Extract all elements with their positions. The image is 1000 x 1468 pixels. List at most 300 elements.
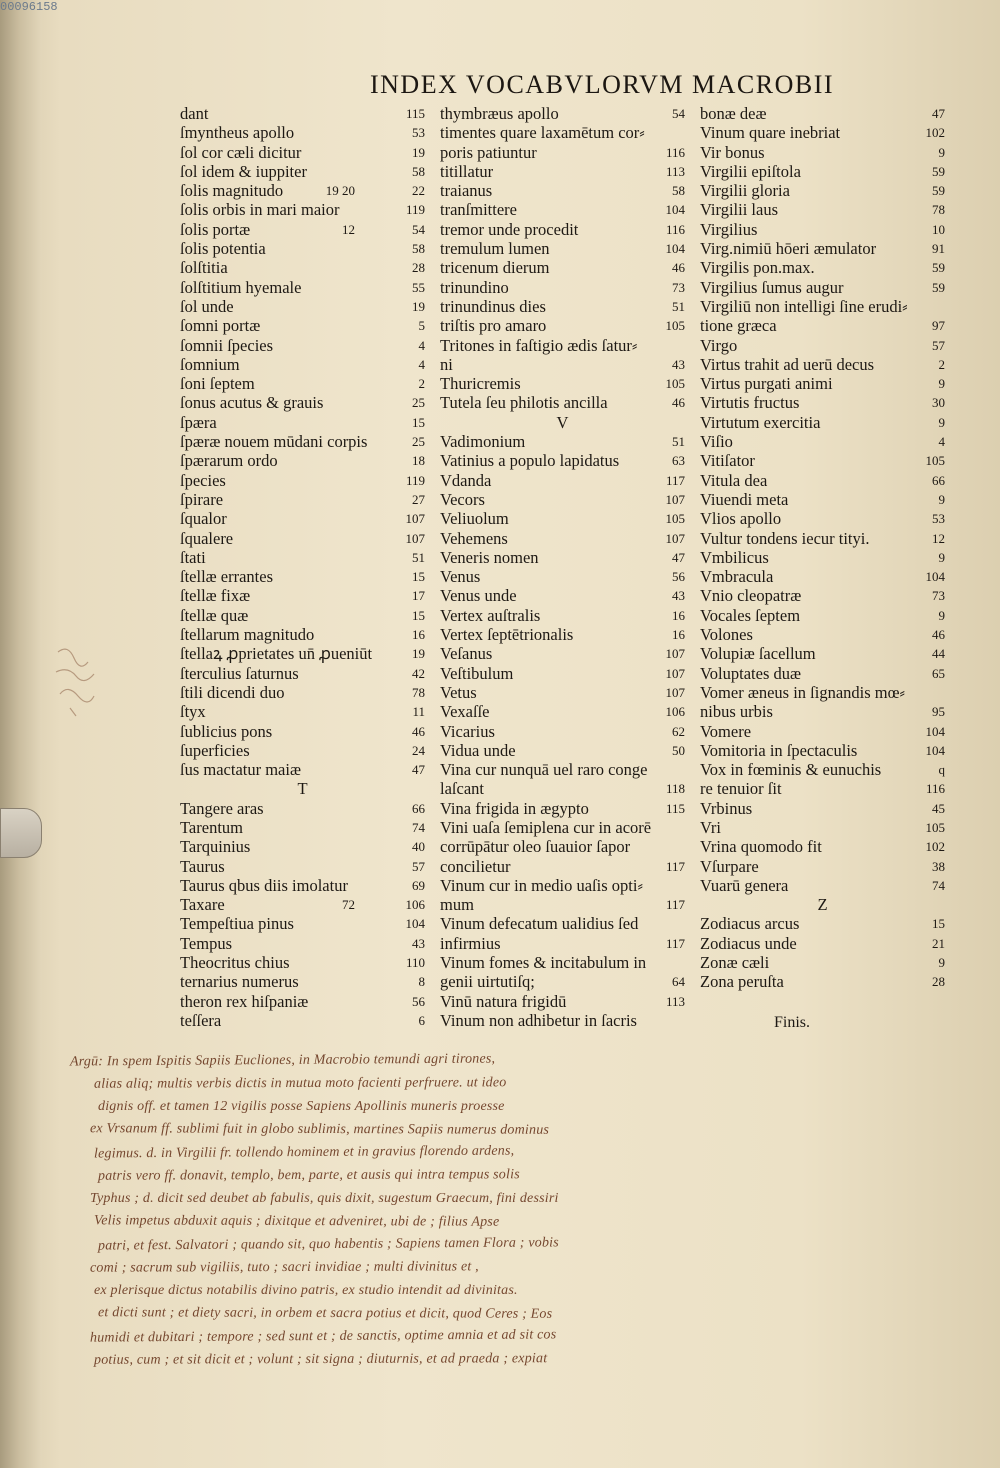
entry-page-number: 15 (932, 916, 945, 932)
entry-term: ſolis potentia (180, 239, 266, 259)
entry-page-number: 105 (665, 376, 685, 392)
index-entry (700, 760, 945, 779)
entry-term: Zona peruſta (700, 972, 784, 992)
handwritten-text: Typhus ; d. dicit sed deubet ab fabulis, quis dixit, sugestum Graecum, fini dessiri (90, 1191, 559, 1206)
index-entry (700, 451, 945, 470)
entry-term: ſqualor (180, 509, 227, 529)
index-entry (440, 779, 685, 798)
entry-page-number: 97 (932, 318, 945, 334)
index-entry (700, 644, 945, 663)
index-entry (700, 143, 945, 162)
entry-page-number: 43 (672, 356, 685, 372)
entry-page-number: 107 (405, 530, 425, 546)
index-entry (180, 606, 425, 625)
index-entry (440, 509, 685, 528)
index-entry (700, 586, 945, 605)
entry-term: Venus (440, 567, 481, 587)
handwritten-text: legimus. d. in Virgilii fr. tollendo hominem et in gravius florendo ardens, (93, 1143, 515, 1162)
entry-term: infirmius (440, 933, 501, 953)
entry-term: nibus urbis (700, 702, 773, 722)
entry-term: ſtyx (180, 702, 206, 722)
index-entry (440, 741, 685, 760)
binding-gutter (0, 0, 42, 1468)
entry-page-number: 54 (412, 221, 425, 237)
entry-term: Virgilii laus (700, 200, 778, 220)
entry-term: Vecors (440, 489, 485, 509)
entry-term: Vmbracula (700, 567, 774, 587)
entry-page-number: 17 (412, 588, 425, 604)
index-entry (440, 258, 685, 277)
entry-page-number: 21 (932, 935, 945, 951)
entry-term: tricenum dierum (440, 258, 550, 278)
index-entry (180, 702, 425, 721)
entry-term: trinundinus dies (440, 296, 546, 316)
entry-page-number: 78 (932, 202, 945, 218)
handwritten-text: ex Vrsanum ff. sublimi fuit in globo sublimis, martines Sapiis numerus dominus (89, 1121, 550, 1138)
entry-term: Vitiſator (700, 451, 755, 471)
entry-term: Voluptates duæ (700, 663, 801, 683)
index-entry (440, 123, 685, 142)
entry-term: ſolſtitium hyemale (180, 277, 302, 297)
entry-term: Taurus (180, 856, 225, 876)
entry-page-number: 104 (665, 202, 685, 218)
entry-page-number: 43 (412, 935, 425, 951)
entry-page-number-secondary: 72 (342, 897, 355, 913)
index-entry (180, 490, 425, 509)
handwritten-line (70, 1349, 970, 1372)
handwritten-line (70, 1073, 970, 1096)
index-entry (700, 837, 945, 856)
handwritten-text: humidi et dubitari ; tempore ; sed sunt et ; de sanctis, optime amnia et ad sit cos (89, 1327, 557, 1346)
index-entry (440, 606, 685, 625)
entry-term: Zonæ cæli (700, 953, 770, 973)
entry-term: Vinū natura frigidū (440, 991, 567, 1011)
entry-term: concilietur (440, 856, 511, 876)
entry-term: Virgilii gloria (700, 181, 790, 201)
entry-term: ſomni portæ (180, 316, 261, 336)
entry-page-number: 46 (412, 723, 425, 739)
entry-term: genii uirtutiſq; (440, 972, 535, 992)
entry-page-number: 115 (665, 800, 685, 816)
index-entry (440, 200, 685, 219)
entry-page-number: 57 (932, 337, 945, 353)
entry-term: ſublicius pons (180, 721, 273, 741)
entry-page-number: 4 (418, 337, 425, 353)
index-section-letter (440, 413, 685, 432)
entry-page-number: 73 (672, 279, 685, 295)
index-entry (700, 162, 945, 181)
index-entry (440, 432, 685, 451)
entry-term: Taxare (180, 895, 225, 915)
index-entry (180, 123, 425, 142)
entry-page-number-secondary: 19 20 (325, 183, 355, 199)
index-entry (700, 200, 945, 219)
handwritten-text: Velis impetus abduxit aquis ; dixitque et adveniret, ubi de ; filius Apse (93, 1213, 500, 1230)
index-entry (180, 760, 425, 779)
entry-term: Vlios apollo (700, 509, 782, 529)
entry-term: bonæ deæ (700, 104, 767, 123)
handwritten-notes (70, 1050, 970, 1372)
entry-term: laſcant (440, 779, 484, 799)
index-entry (700, 741, 945, 760)
entry-term: ſol idem & iuppiter (180, 161, 307, 181)
entry-page-number: 57 (412, 858, 425, 874)
index-entry (440, 374, 685, 393)
entry-term: Virgilii epiſtola (700, 161, 801, 181)
entry-page-number: 30 (932, 395, 945, 411)
entry-term: Vultur tondens iecur tityi. (700, 528, 870, 548)
handwritten-text: ex plerisque dictus notabilis divino patris, ex studio intendit ad divinitas. (94, 1283, 518, 1298)
entry-page-number: 119 (405, 472, 425, 488)
entry-term: Vri (700, 817, 722, 837)
entry-term: Vicarius (440, 721, 495, 741)
entry-term: Vnio cleopatræ (700, 586, 802, 606)
index-entry (180, 876, 425, 895)
entry-page-number: 107 (665, 665, 685, 681)
entry-term: corrūpātur oleo ſuauior ſapor (440, 837, 631, 857)
entry-page-number: 24 (412, 742, 425, 758)
entry-term: ſtellæ quæ (180, 605, 249, 625)
entry-term: T (297, 779, 308, 799)
index-entry (440, 490, 685, 509)
entry-page-number: 51 (672, 298, 685, 314)
index-column-2 (440, 104, 685, 1030)
entry-term: ſol cor cæli dicitur (180, 142, 302, 162)
entry-term: Virtutum exercitia (700, 412, 821, 432)
entry-term: Virgilis pon.max. (700, 258, 815, 278)
entry-page-number: 104 (925, 742, 945, 758)
entry-term: Virgiliū non intelligi ſine erudi⸗ (700, 296, 908, 316)
index-entry (440, 876, 685, 895)
index-entry (180, 336, 425, 355)
index-entry (440, 1011, 685, 1030)
entry-term: theron rex hiſpaniæ (180, 991, 309, 1011)
index-entry (440, 471, 685, 490)
entry-term: ſuperficies (180, 740, 250, 760)
index-entry (440, 586, 685, 605)
entry-page-number: 53 (932, 511, 945, 527)
entry-term: ternarius numerus (180, 972, 299, 992)
handwritten-text: comi ; sacrum sub vigiliis, tuto ; sacri invidiae ; multi divinitus et , (89, 1259, 479, 1276)
entry-term: Z (817, 895, 828, 915)
index-entry (180, 471, 425, 490)
index-entry (440, 953, 685, 972)
entry-term: Vomere (700, 721, 752, 741)
index-entry (700, 413, 945, 432)
entry-page-number: 107 (405, 511, 425, 527)
entry-term: Tarquinius (180, 837, 251, 857)
index-entry (440, 837, 685, 856)
entry-page-number: 27 (412, 491, 425, 507)
entry-page-number: 19 (412, 298, 425, 314)
index-entry (180, 258, 425, 277)
entry-page-number: 106 (405, 897, 425, 913)
index-entry (180, 664, 425, 683)
entry-term: poris patiuntur (440, 142, 537, 162)
entry-page-number: 4 (938, 434, 945, 450)
index-entry (700, 471, 945, 490)
entry-page-number: 9 (938, 491, 945, 507)
entry-term: Veneris nomen (440, 547, 539, 567)
index-entry (700, 857, 945, 876)
index-entry (700, 509, 945, 528)
index-entry (180, 220, 425, 239)
index-entry (700, 393, 945, 412)
entry-page-number: 45 (932, 800, 945, 816)
index-entry (180, 895, 425, 914)
entry-term: ſtellæ fixæ (180, 586, 251, 606)
handwritten-line (70, 1211, 970, 1234)
index-entry (180, 181, 425, 200)
entry-page-number: 9 (938, 607, 945, 623)
index-entry (180, 567, 425, 586)
entry-page-number: 25 (412, 395, 425, 411)
index-entry (440, 316, 685, 335)
entry-term: re tenuior ſit (700, 779, 782, 799)
entry-term: ſtati (180, 547, 206, 567)
index-entry (700, 529, 945, 548)
handwritten-line (70, 1165, 970, 1188)
entry-term: Tangere aras (180, 798, 264, 818)
index-entry (180, 722, 425, 741)
entry-page-number: 105 (925, 453, 945, 469)
index-entry (180, 799, 425, 818)
entry-page-number: 113 (665, 163, 685, 179)
entry-page-number: 28 (412, 260, 425, 276)
index-column-3 (700, 104, 945, 992)
entry-term: Vina frigida in ægypto (440, 798, 589, 818)
entry-term: Vox in fœminis & eunuchis (700, 760, 882, 780)
finis-label: Finis. (774, 1014, 811, 1031)
scan-id-label: 00096158 (0, 0, 58, 14)
index-entry (700, 548, 945, 567)
index-entry (700, 355, 945, 374)
index-entry (700, 567, 945, 586)
entry-page-number: 64 (672, 974, 685, 990)
entry-term: Tritones in faſtigio ædis ſatur⸗ (440, 335, 638, 355)
entry-page-number: 16 (412, 627, 425, 643)
index-entry (700, 278, 945, 297)
entry-page-number: 102 (925, 125, 945, 141)
index-entry (180, 200, 425, 219)
entry-page-number: 16 (672, 607, 685, 623)
index-entry (440, 799, 685, 818)
binder-clip (0, 808, 42, 858)
index-entry (180, 143, 425, 162)
index-entry (700, 316, 945, 335)
entry-term: Vuarū genera (700, 875, 789, 895)
entry-term: tranſmittere (440, 200, 517, 220)
handwritten-line (70, 1326, 970, 1349)
entry-page-number: 73 (932, 588, 945, 604)
entry-term: V (556, 412, 569, 432)
entry-page-number: 91 (932, 241, 945, 257)
entry-term: dant (180, 104, 209, 123)
entry-page-number: 74 (932, 877, 945, 893)
entry-term: ſomnium (180, 354, 240, 374)
index-entry (180, 625, 425, 644)
entry-term: ſtellaꝝ ꝓprietates un̄ ꝓueniūt (180, 644, 373, 664)
entry-term: ſus mactatur maiæ (180, 760, 301, 780)
entry-page-number: 15 (412, 607, 425, 623)
index-entry (440, 972, 685, 991)
entry-term: Vinum fomes & incitabulum in (440, 953, 647, 973)
entry-term: ſolſtitia (180, 258, 228, 278)
index-entry (180, 451, 425, 470)
entry-page-number: 5 (418, 318, 425, 334)
index-entry (700, 779, 945, 798)
entry-page-number: 12 (932, 530, 945, 546)
index-entry (440, 336, 685, 355)
index-entry (440, 393, 685, 412)
entry-page-number: 95 (932, 704, 945, 720)
entry-term: Virgilius (700, 219, 758, 239)
entry-term: Zodiacus unde (700, 933, 797, 953)
entry-page-number: 50 (672, 742, 685, 758)
index-entry (440, 895, 685, 914)
index-section-letter (700, 895, 945, 914)
index-entry (180, 297, 425, 316)
entry-term: ſtellæ errantes (180, 567, 274, 587)
handwritten-line (70, 1188, 970, 1211)
entry-page-number: 102 (925, 839, 945, 855)
entry-term: ſtellarum magnitudo (180, 625, 315, 645)
entry-page-number: 116 (665, 144, 685, 160)
index-entry (700, 104, 945, 123)
entry-page-number: 113 (665, 993, 685, 1009)
index-entry (700, 914, 945, 933)
entry-page-number: 22 (412, 183, 425, 199)
handwritten-line (70, 1050, 970, 1073)
entry-page-number: 2 (418, 376, 425, 392)
index-entry (180, 837, 425, 856)
entry-page-number: 63 (672, 453, 685, 469)
handwritten-line (70, 1303, 970, 1326)
index-entry (700, 664, 945, 683)
index-entry (180, 548, 425, 567)
entry-page-number: 40 (412, 839, 425, 855)
index-entry (180, 239, 425, 258)
index-entry (700, 799, 945, 818)
index-entry (440, 355, 685, 374)
index-entry (180, 934, 425, 953)
entry-term: titillatur (440, 161, 494, 181)
entry-page-number: 65 (932, 665, 945, 681)
entry-page-number: 9 (938, 376, 945, 392)
index-entry (180, 104, 425, 123)
entry-page-number: 105 (665, 318, 685, 334)
entry-term: Vehemens (440, 528, 508, 548)
index-entry (700, 606, 945, 625)
index-entry (440, 644, 685, 663)
entry-term: Tarentum (180, 817, 243, 837)
index-entry (700, 181, 945, 200)
entry-term: ſpirare (180, 489, 224, 509)
entry-page-number: 25 (412, 434, 425, 450)
entry-term: ſpecies (180, 470, 226, 490)
index-entry (440, 722, 685, 741)
index-entry (180, 972, 425, 991)
entry-page-number: 18 (412, 453, 425, 469)
index-entry (180, 992, 425, 1011)
entry-term: ſmyntheus apollo (180, 123, 295, 143)
index-entry (700, 220, 945, 239)
index-entry (180, 914, 425, 933)
entry-term: ſonus acutus & grauis (180, 393, 324, 413)
handwritten-text: patris vero ff. donavit, templo, bem, parte, et ausis qui intra tempus solis (97, 1167, 520, 1184)
entry-page-number: 107 (665, 646, 685, 662)
entry-page-number: 58 (672, 183, 685, 199)
entry-term: thymbræus apollo (440, 104, 559, 123)
entry-page-number: 106 (665, 704, 685, 720)
index-entry (440, 934, 685, 953)
entry-term: ſpærarum ordo (180, 451, 278, 471)
entry-page-number: 56 (412, 993, 425, 1009)
handwritten-text: patri, et fest. Salvatori ; quando sit, quo habentis ; Sapiens tamen Flora ; vobis (97, 1235, 559, 1254)
entry-term: triſtis pro amaro (440, 316, 547, 336)
handwritten-line (70, 1280, 970, 1303)
entry-term: ſtili dicendi duo (180, 682, 285, 702)
index-entry (180, 857, 425, 876)
entry-page-number: 56 (672, 569, 685, 585)
entry-page-number: 66 (932, 472, 945, 488)
entry-page-number: 105 (925, 819, 945, 835)
entry-term: Tempus (180, 933, 233, 953)
entry-term: Vertex ſeptētrionalis (440, 625, 574, 645)
entry-term: timentes quare laxamētum cor⸗ (440, 123, 645, 143)
entry-term: Vidua unde (440, 740, 516, 760)
entry-term: Vinum non adhibetur in ſacris (440, 1010, 637, 1030)
marginal-scribble (50, 642, 120, 722)
entry-page-number: 107 (665, 530, 685, 546)
entry-term: traianus (440, 181, 493, 201)
index-entry (700, 934, 945, 953)
index-entry (440, 683, 685, 702)
index-entry (700, 258, 945, 277)
index-entry (440, 914, 685, 933)
entry-term: Thuricremis (440, 374, 521, 394)
entry-term: ſqualere (180, 528, 234, 548)
entry-page-number: 74 (412, 819, 425, 835)
entry-page-number: 6 (418, 1012, 425, 1028)
entry-term: Vmbilicus (700, 547, 769, 567)
entry-page-number: 8 (418, 974, 425, 990)
entry-term: Virtus trahit ad uerū decus (700, 354, 875, 374)
entry-term: tremor unde procedit (440, 219, 579, 239)
handwritten-text: potius, cum ; et sit dicit et ; volunt ; sit signa ; diuturnis, et ad praeda ; expiat (93, 1351, 548, 1368)
handwritten-line (70, 1096, 970, 1119)
entry-page-number: 110 (405, 955, 425, 971)
entry-page-number: 46 (672, 395, 685, 411)
entry-term: Vomer æneus in ſignandis mœ⸗ (700, 682, 906, 702)
entry-page-number: 46 (932, 627, 945, 643)
entry-page-number: 43 (672, 588, 685, 604)
index-entry (440, 278, 685, 297)
entry-term: Virgo (700, 335, 738, 355)
index-entry (700, 625, 945, 644)
entry-page-number: 15 (412, 414, 425, 430)
index-entry (700, 683, 945, 702)
index-entry (440, 104, 685, 123)
entry-term: tione græca (700, 316, 777, 336)
entry-page-number: 107 (665, 684, 685, 700)
entry-page-number: 104 (925, 569, 945, 585)
index-entry (440, 625, 685, 644)
index-entry (180, 393, 425, 412)
index-entry (440, 143, 685, 162)
entry-term: ſol unde (180, 296, 234, 316)
entry-page-number-secondary: 12 (342, 221, 355, 237)
